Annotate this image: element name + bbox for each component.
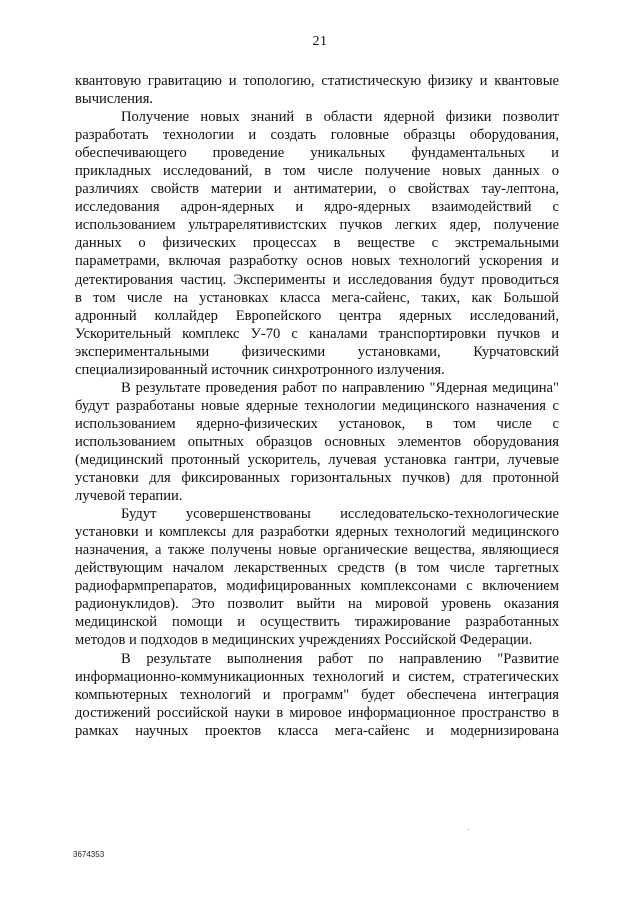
- paragraph: [75, 650, 559, 740]
- text-line: исследования адрон-ядерных и ядро-ядерных взаимодействий с: [75, 199, 559, 216]
- text-line: установки и комплексы для разработки ядерных технологий медицинского: [75, 524, 559, 541]
- text-line: разработать технологии и создать головные образцы оборудования,: [75, 127, 559, 144]
- text-line: В результате проведения работ по направлению "Ядерная медицина": [121, 379, 559, 396]
- text-line: компьютерных технологий и программ" будет обеспечена интеграция: [75, 686, 559, 703]
- text-line: В результате выполнения работ по направлению "Развитие: [121, 650, 559, 667]
- text-line: методов и подходов в медицинских учреждениях Российской Федерации.: [75, 632, 533, 649]
- text-line: вычисления.: [75, 91, 154, 108]
- text-line: различиях свойств материи и антиматерии, о свойствах тау-лептона,: [75, 181, 559, 198]
- text-line: Будут усовершенствованы исследовательско-технологические: [121, 506, 559, 523]
- paragraph: [75, 379, 559, 505]
- text-line: радиофармпрепаратов, модифицированных комплексонами с включением: [75, 578, 559, 595]
- paragraph: [75, 108, 559, 379]
- document-body: [75, 72, 559, 740]
- text-line: детектирования частиц. Эксперименты и исследования будут проводиться: [75, 271, 559, 288]
- text-line: специализированный источник синхротронного излучения.: [75, 361, 445, 378]
- text-line: адронный коллайдер Европейского центра ядерных исследований,: [75, 307, 559, 324]
- text-line: (медицинский протонный ускоритель, лучевая установка гантри, лучевые: [75, 451, 559, 468]
- text-line: использованием опытных образцов основных элементов оборудования: [75, 433, 559, 450]
- text-line: использованием ядерно-физических установок, в том числе с: [75, 415, 559, 432]
- text-line: информационно-коммуникационных технологий и систем, стратегических: [75, 668, 559, 685]
- text-line: медицинской помощи и осуществить тиражирование разработанных: [75, 614, 559, 631]
- text-line: прикладных исследований, в том числе получение новых данных о: [75, 163, 559, 180]
- text-line: радионуклидов). Это позволит выйти на мировой уровень оказания: [75, 596, 559, 613]
- text-line: использованием ультрарелятивистских пучков легких ядер, получение: [75, 217, 559, 234]
- text-line: Получение новых знаний в области ядерной физики позволит: [121, 109, 559, 126]
- text-line: экспериментальными физическими установками, Курчатовский: [75, 343, 559, 360]
- document-code: 3674353: [73, 850, 105, 859]
- paragraph: [75, 72, 559, 108]
- text-line: обеспечивающего проведение уникальных фундаментальных и: [75, 145, 559, 162]
- scan-speck: [468, 829, 469, 830]
- text-line: действующим началом лекарственных средств (в том числе таргетных: [75, 560, 559, 577]
- page-number: 21: [312, 34, 328, 49]
- text-line: рамках научных проектов класса мега-сайенс и модернизирована: [75, 722, 559, 739]
- text-line: Ускорительный комплекс У-70 с каналами транспортировки пучков и: [75, 325, 559, 342]
- text-line: квантовую гравитацию и топологию, статистическую физику и квантовые: [75, 73, 559, 89]
- text-line: параметрами, включая разработку основ новых технологий ускорения и: [75, 253, 559, 270]
- text-line: установки для фиксированных горизонтальных пучков) для протонной: [75, 470, 559, 487]
- text-line: назначения, а также получены новые органические вещества, являющиеся: [75, 542, 559, 559]
- text-line: будут разработаны новые ядерные технологии медицинского назначения с: [75, 397, 559, 414]
- text-line: лучевой терапии.: [75, 488, 183, 505]
- text-line: достижений российской науки в мировое информационное пространство в: [75, 704, 559, 721]
- text-line: в том числе на установках класса мега-сайенс, таких, как Большой: [75, 289, 559, 306]
- text-line: данных о физических процессах в веществе с экстремальными: [75, 235, 559, 252]
- paragraph: [75, 505, 559, 649]
